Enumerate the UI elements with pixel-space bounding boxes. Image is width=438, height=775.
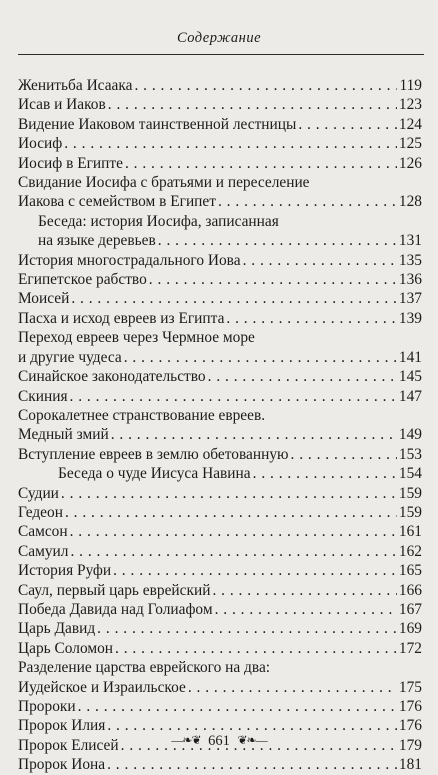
toc-entry-page: 135 (398, 251, 422, 269)
dot-leader (78, 697, 397, 716)
dot-leader (149, 270, 397, 289)
toc-entry (18, 95, 422, 114)
toc-entry (18, 289, 422, 308)
toc-entry-title: Иакова с семейством в Египет (18, 193, 216, 211)
toc-entry-row (18, 289, 422, 308)
toc-entry-title-line: Сорокалетнее странствование евреев. (18, 406, 266, 424)
table-of-contents (18, 76, 422, 775)
toc-entry-row (18, 561, 422, 580)
toc-entry-title: Пророк Елисей (18, 736, 119, 754)
dot-leader (226, 309, 397, 328)
toc-entry-title-line: Разделение царства еврейского на два: (18, 659, 271, 677)
dot-leader (125, 154, 397, 173)
toc-entry-page: 147 (398, 387, 422, 405)
dot-leader (115, 639, 397, 658)
toc-entry-title: Царь Давид (18, 620, 96, 638)
toc-entry-title: Самуил (18, 542, 69, 560)
toc-entry-page: 119 (399, 77, 422, 94)
toc-entry-title: История многострадального Иова (18, 251, 241, 269)
toc-entry (18, 173, 422, 212)
dot-leader (188, 678, 397, 697)
dot-leader (71, 289, 397, 308)
toc-entry-row (18, 464, 422, 483)
toc-entry (18, 406, 422, 445)
toc-entry (18, 561, 422, 580)
toc-entry-page: 131 (398, 232, 422, 250)
toc-entry (18, 134, 422, 153)
dot-leader (70, 542, 396, 561)
toc-entry-page: 179 (398, 736, 422, 754)
toc-entry-title-line: Переход евреев через Чермное море (18, 329, 255, 347)
toc-entry-page: 145 (398, 368, 422, 386)
toc-entry-row (18, 387, 422, 406)
toc-entry (18, 522, 422, 541)
toc-entry (18, 755, 422, 774)
toc-entry-page: 176 (398, 698, 422, 715)
toc-entry-title: Пророк Иона (18, 756, 106, 774)
toc-entry-page: 154 (398, 465, 422, 483)
toc-entry-page: 139 (398, 309, 422, 327)
toc-entry-page: 176 (398, 717, 422, 735)
toc-entry (18, 154, 422, 173)
toc-entry-page: 141 (398, 348, 422, 366)
dot-leader (212, 581, 396, 600)
toc-entry-page: 161 (398, 523, 422, 541)
toc-entry (18, 503, 422, 522)
toc-entry (18, 697, 422, 716)
dot-leader (107, 755, 397, 774)
dot-leader (208, 367, 397, 386)
toc-entry-title: Пророк Илия (18, 717, 106, 735)
toc-entry-row (18, 309, 422, 328)
toc-entry-page: 136 (398, 271, 422, 289)
toc-entry-page: 123 (398, 96, 422, 114)
toc-entry (18, 484, 422, 503)
toc-entry-row (18, 542, 422, 561)
toc-entry-title: Победа Давида над Голиафом (18, 600, 213, 618)
toc-entry-page: 167 (398, 600, 422, 618)
dot-leader (291, 445, 397, 464)
dot-leader (70, 522, 397, 541)
right-ornament: ❦❧— (237, 733, 267, 747)
toc-entry-row (18, 154, 422, 173)
toc-entry-page: 149 (398, 426, 422, 444)
dot-leader (64, 134, 397, 153)
toc-entry-title: Моисей (18, 290, 70, 308)
toc-entry-row (18, 95, 422, 114)
toc-entry-title: История Руфи (18, 562, 112, 580)
toc-entry-row (18, 192, 422, 211)
toc-entry-page: 153 (398, 445, 422, 463)
toc-entry (18, 600, 422, 619)
dot-leader (113, 561, 397, 580)
toc-entry (18, 251, 422, 270)
dot-leader (70, 387, 397, 406)
toc-entry-title: Египетское рабство (18, 271, 147, 289)
toc-entry-title: Женитьба Исаака (18, 77, 133, 94)
toc-entry (18, 367, 422, 386)
toc-entry (18, 309, 422, 328)
toc-entry (18, 619, 422, 638)
toc-entry (18, 76, 422, 95)
toc-entry-title: Гедеон (18, 503, 63, 521)
toc-entry (18, 115, 422, 134)
toc-entry (18, 212, 422, 251)
toc-entry (18, 445, 422, 464)
dot-leader (215, 600, 397, 619)
toc-entry-page: 172 (398, 639, 422, 657)
toc-entry-title: и другие чудеса (18, 348, 122, 366)
left-ornament: —❧❦ (171, 733, 201, 747)
toc-entry-row (18, 522, 422, 541)
toc-entry-row (18, 231, 422, 250)
toc-entry (18, 464, 422, 483)
toc-entry-title: Саул, первый царь еврейский (18, 581, 211, 599)
toc-entry-row (18, 697, 422, 716)
toc-entry-page: 175 (398, 678, 422, 696)
toc-entry (18, 639, 422, 658)
toc-entry-title: Пророки (18, 698, 76, 715)
toc-entry-title-line: Беседа: история Иосифа, записанная (38, 212, 279, 230)
toc-entry-page: 162 (398, 542, 422, 560)
page-footer (0, 733, 438, 750)
page-number: 661 (208, 733, 230, 749)
toc-entry (18, 387, 422, 406)
toc-entry-title: Самсон (18, 523, 68, 541)
toc-entry-title: Иосиф в Египте (18, 154, 123, 172)
toc-entry-row (18, 755, 422, 774)
toc-entry-title: Иудейское и Израильское (18, 678, 186, 696)
toc-entry-row (18, 348, 422, 367)
toc-entry-page: 169 (398, 620, 422, 638)
toc-entry-row (18, 600, 422, 619)
toc-entry-title: Медный змий (18, 426, 109, 444)
toc-entry-title: Беседа о чуде Иисуса Навина (58, 465, 251, 483)
dot-leader (298, 115, 397, 134)
toc-entry-row (18, 619, 422, 638)
toc-entry-row (18, 581, 422, 600)
toc-entry-page: 181 (398, 756, 422, 774)
toc-entry (18, 270, 422, 289)
toc-entry-page: 124 (398, 115, 422, 133)
dot-leader (108, 95, 397, 114)
toc-entry-row (18, 270, 422, 289)
toc-entry-page: 137 (398, 290, 422, 308)
toc-entry-page: 165 (398, 562, 422, 580)
toc-entry-row (18, 134, 422, 153)
toc-entry-title: Исав и Иаков (18, 96, 106, 114)
toc-entry-row (18, 367, 422, 386)
toc-entry-title: Скиния (18, 387, 68, 405)
running-header: Содержание (176, 30, 262, 46)
header-rule (18, 54, 424, 55)
toc-entry-page: 159 (398, 503, 422, 521)
dot-leader (111, 425, 397, 444)
toc-entry-row (18, 251, 422, 270)
toc-entry-page: 126 (398, 154, 422, 172)
toc-entry-title: Синайское законодательство (18, 368, 206, 386)
dot-leader (97, 619, 397, 638)
dot-leader (243, 251, 397, 270)
toc-entry-row (18, 425, 422, 444)
toc-entry-page: 128 (398, 193, 422, 211)
toc-entry-title: Вступление евреев в землю обетованную (18, 445, 289, 463)
toc-entry-page: 166 (398, 581, 422, 599)
toc-entry-page: 159 (398, 484, 422, 502)
toc-entry-title: на языке деревьев (38, 232, 156, 250)
dot-leader (253, 464, 397, 483)
toc-entry-row (18, 484, 422, 503)
toc-entry (18, 581, 422, 600)
toc-entry-title: Царь Соломон (18, 639, 114, 657)
dot-leader (124, 348, 397, 367)
toc-entry (18, 328, 422, 367)
dot-leader (158, 231, 397, 250)
toc-entry-row (18, 445, 422, 464)
toc-entry-row (18, 503, 422, 522)
dot-leader (218, 192, 397, 211)
toc-entry-title: Судии (18, 484, 59, 502)
toc-entry-title: Пасха и исход евреев из Египта (18, 309, 225, 327)
toc-entry-row (18, 678, 422, 697)
dot-leader (134, 76, 397, 95)
toc-entry-title: Иосиф (18, 135, 63, 153)
toc-entry-title: Видение Иаковом таинственной лестницы (18, 115, 297, 133)
toc-entry-page: 125 (398, 135, 422, 153)
toc-entry-row (18, 639, 422, 658)
toc-entry (18, 658, 422, 697)
toc-entry-title-line: Свидание Иосифа с братьями и переселение (18, 174, 310, 192)
toc-entry-row (18, 76, 422, 95)
dot-leader (65, 503, 397, 522)
toc-entry (18, 542, 422, 561)
dot-leader (61, 484, 397, 503)
toc-entry-row (18, 115, 422, 134)
